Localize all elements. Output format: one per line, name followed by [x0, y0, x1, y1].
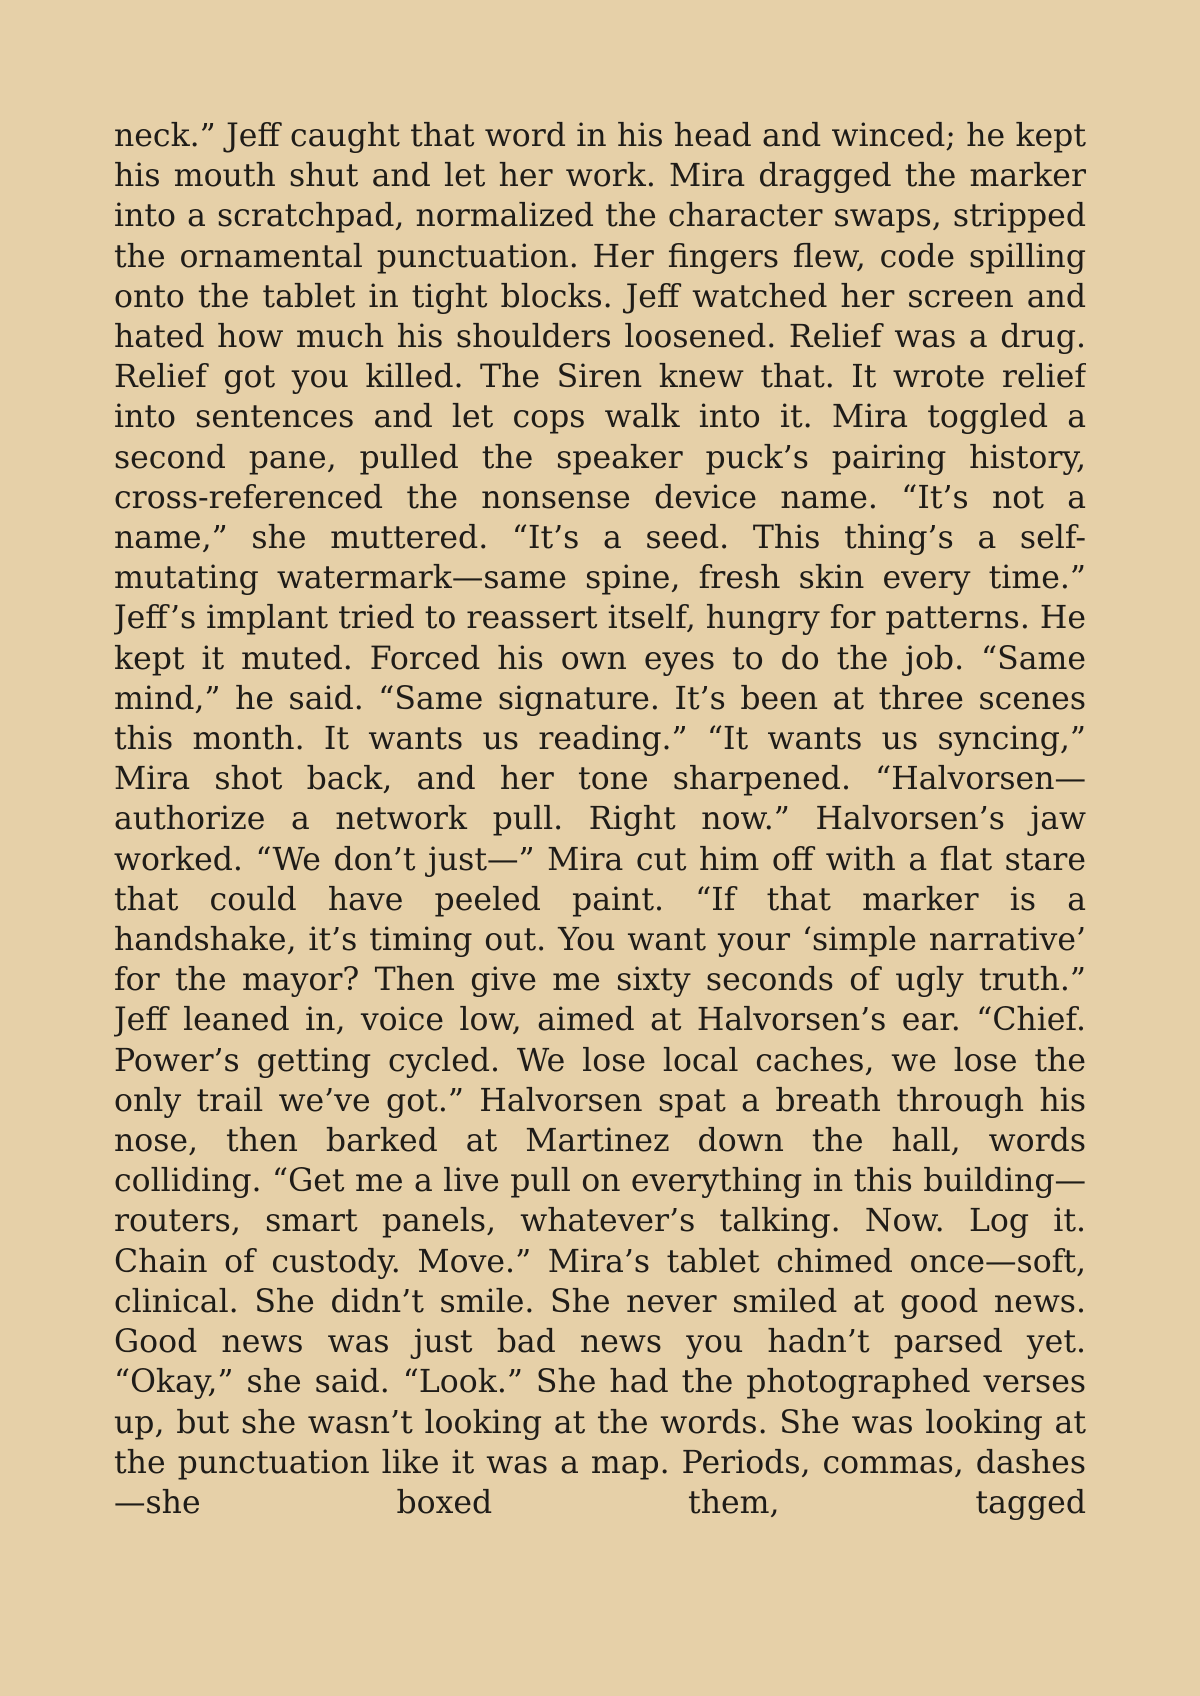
body-paragraph: neck.” Jeff caught that word in his head and winced; he kept his mouth shut and let her work. Mira dragged the marker into a scratchpad, normalized the character swaps, stripped the ornamental punctuation. Her fingers flew, code spilling onto the tablet in tight blocks. Jeff watched her screen and hated how much his shoulders loosened. Relief was a drug. Relief got you killed. The Siren knew that. It wrote relief into sentences and let cops walk into it. Mira toggled a second pane, pulled the speaker puck’s pairing history, cross-referenced the nonsense device name. “It’s not a name,” she muttered. “It’s a seed. This thing’s a self-mutating watermark—same spine, fresh skin every time.” Jeff’s implant tried to reassert itself, hungry for patterns. He kept it muted. Forced his own eyes to do the job. “Same mind,” he said. “Same signature. It’s been at three scenes this month. It wants us reading.” “It wants us syncing,” Mira shot back, and her tone sharpened. “Halvorsen—authorize a network pull. Right now.” Halvorsen’s jaw worked. “We don’t just—” Mira cut him off with a flat stare that could have peeled paint. “If that marker is a handshake, it’s timing out. You want your ‘simple narrative’ for the mayor? Then give me sixty seconds of ugly truth.” Jeff leaned in, voice low, aimed at Halvorsen’s ear. “Chief. Power’s getting cycled. We lose local caches, we lose the only trail we’ve got.” Halvorsen spat a breath through his nose, then barked at Martinez down the hall, words colliding. “Get me a live pull on everything in this building—routers, smart panels, whatever’s talking. Now. Log it. Chain of custody. Move.” Mira’s tablet chimed once—soft, clinical. She didn’t smile. She never smiled at good news. Good news was just bad news you hadn’t parsed yet. “Okay,” she said. “Look.” She had the photographed verses up, but she wasn’t looking at the words. She was looking at the punctuation like it was a map. Periods, commas, dashes—she boxed them, tagged [114, 118, 1086, 1521]
page-body [114, 116, 1086, 1636]
